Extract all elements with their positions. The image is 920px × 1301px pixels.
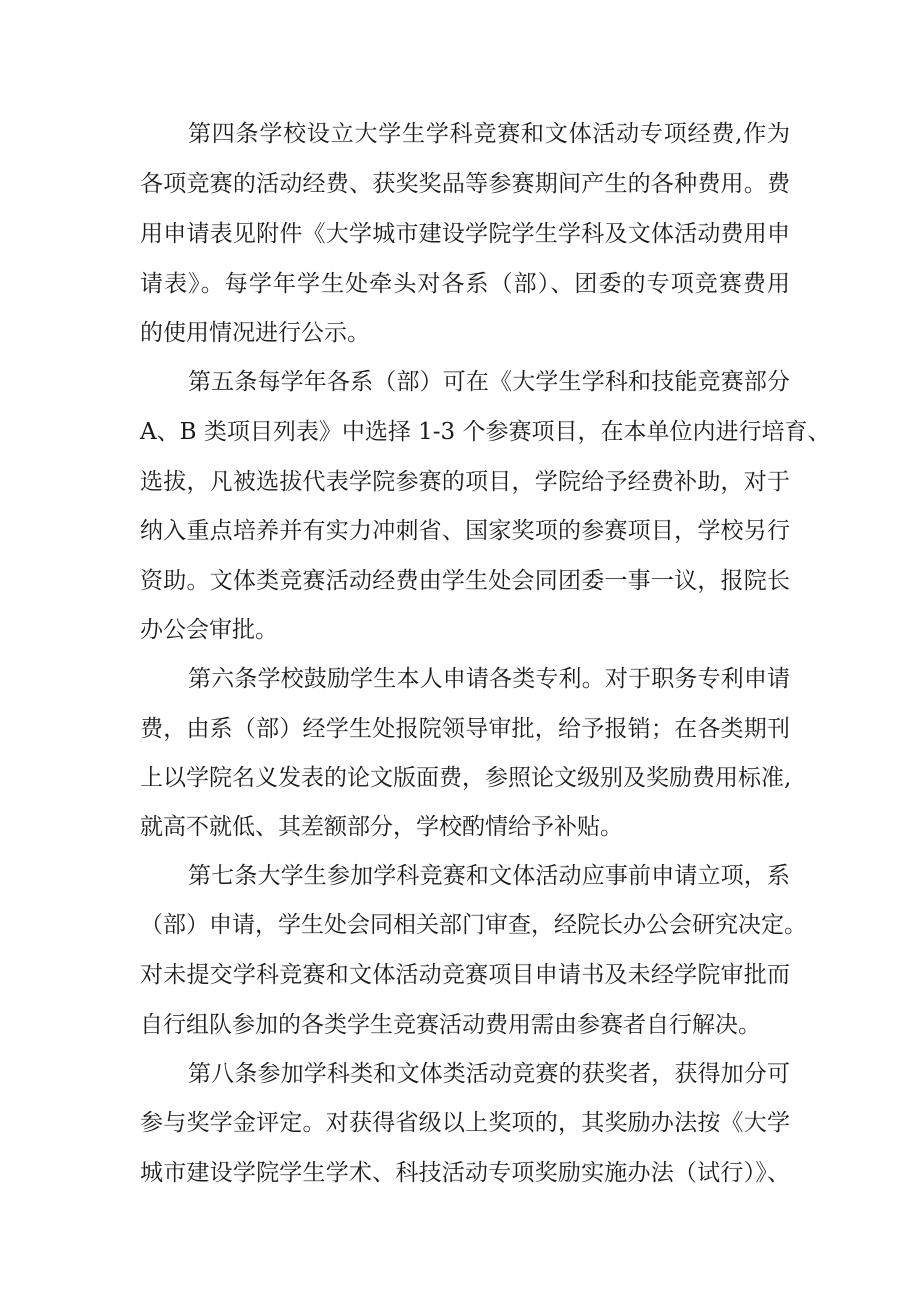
article-5-line-6: 办公会审批。 bbox=[140, 617, 278, 643]
article-5-line-1: 第五条每学年各系（部）可在《大学生学科和技能竞赛部分 bbox=[188, 369, 790, 395]
article-5-line-4: 纳入重点培养并有实力冲刺省、国家奖项的参赛项目，学校另行 bbox=[140, 518, 790, 544]
article-7-line-1: 第七条大学生参加学科竞赛和文体活动应事前申请立项，系 bbox=[188, 863, 790, 889]
article-4-line-3: 用申请表见附件《大学城市建设学院学生学科及文体活动费用申 bbox=[140, 221, 790, 247]
article-6-line-1: 第六条学校鼓励学生本人申请各类专利。对于职务专利申请 bbox=[188, 666, 790, 692]
article-7-line-3: 对未提交学科竞赛和文体活动竞赛项目申请书及未经学院审批而 bbox=[140, 962, 790, 988]
article-8-line-1: 第八条参加学科类和文体类活动竞赛的获奖者，获得加分可 bbox=[188, 1061, 790, 1087]
article-8-line-2: 参与奖学金评定。对获得省级以上奖项的，其奖励办法按《大学 bbox=[140, 1110, 790, 1136]
article-6-line-3: 上以学院名义发表的论文版面费，参照论文级别及奖励费用标准, bbox=[140, 765, 792, 791]
article-5-line-2: A、B 类项目列表》中选择 1-3 个参赛项目，在本单位内进行培育、 bbox=[140, 419, 831, 445]
article-4-line-5: 的使用情况进行公示。 bbox=[140, 320, 370, 346]
article-7-line-2: （部）申请，学生处会同相关部门审查，经院长办公会研究决定。 bbox=[140, 912, 807, 938]
article-6-line-2: 费，由系（部）经学生处报院领导审批，给予报销；在各类期刊 bbox=[140, 716, 790, 742]
article-7-line-4: 自行组队参加的各类学生竞赛活动费用需由参赛者自行解决。 bbox=[140, 1012, 761, 1038]
article-6-line-4: 就高不就低、其差额部分，学校酌情给予补贴。 bbox=[140, 814, 623, 840]
article-8-line-3: 城市建设学院学生学术、科技活动专项奖励实施办法（试行）》、 bbox=[140, 1160, 790, 1186]
article-5-line-5: 资助。文体类竞赛活动经费由学生处会同团委一事一议，报院长 bbox=[140, 568, 790, 594]
article-4-line-4: 请表》。每学年学生处牵头对各系（部）、团委的专项竞赛费用 bbox=[140, 271, 790, 297]
article-4-line-2: 各项竞赛的活动经费、获奖奖品等参赛期间产生的各种费用。费 bbox=[140, 171, 790, 197]
article-4-line-1: 第四条学校设立大学生学科竞赛和文体活动专项经费,作为 bbox=[188, 121, 790, 147]
article-5-line-3: 选拔，凡被选拔代表学院参赛的项目，学院给予经费补助，对于 bbox=[140, 469, 790, 495]
